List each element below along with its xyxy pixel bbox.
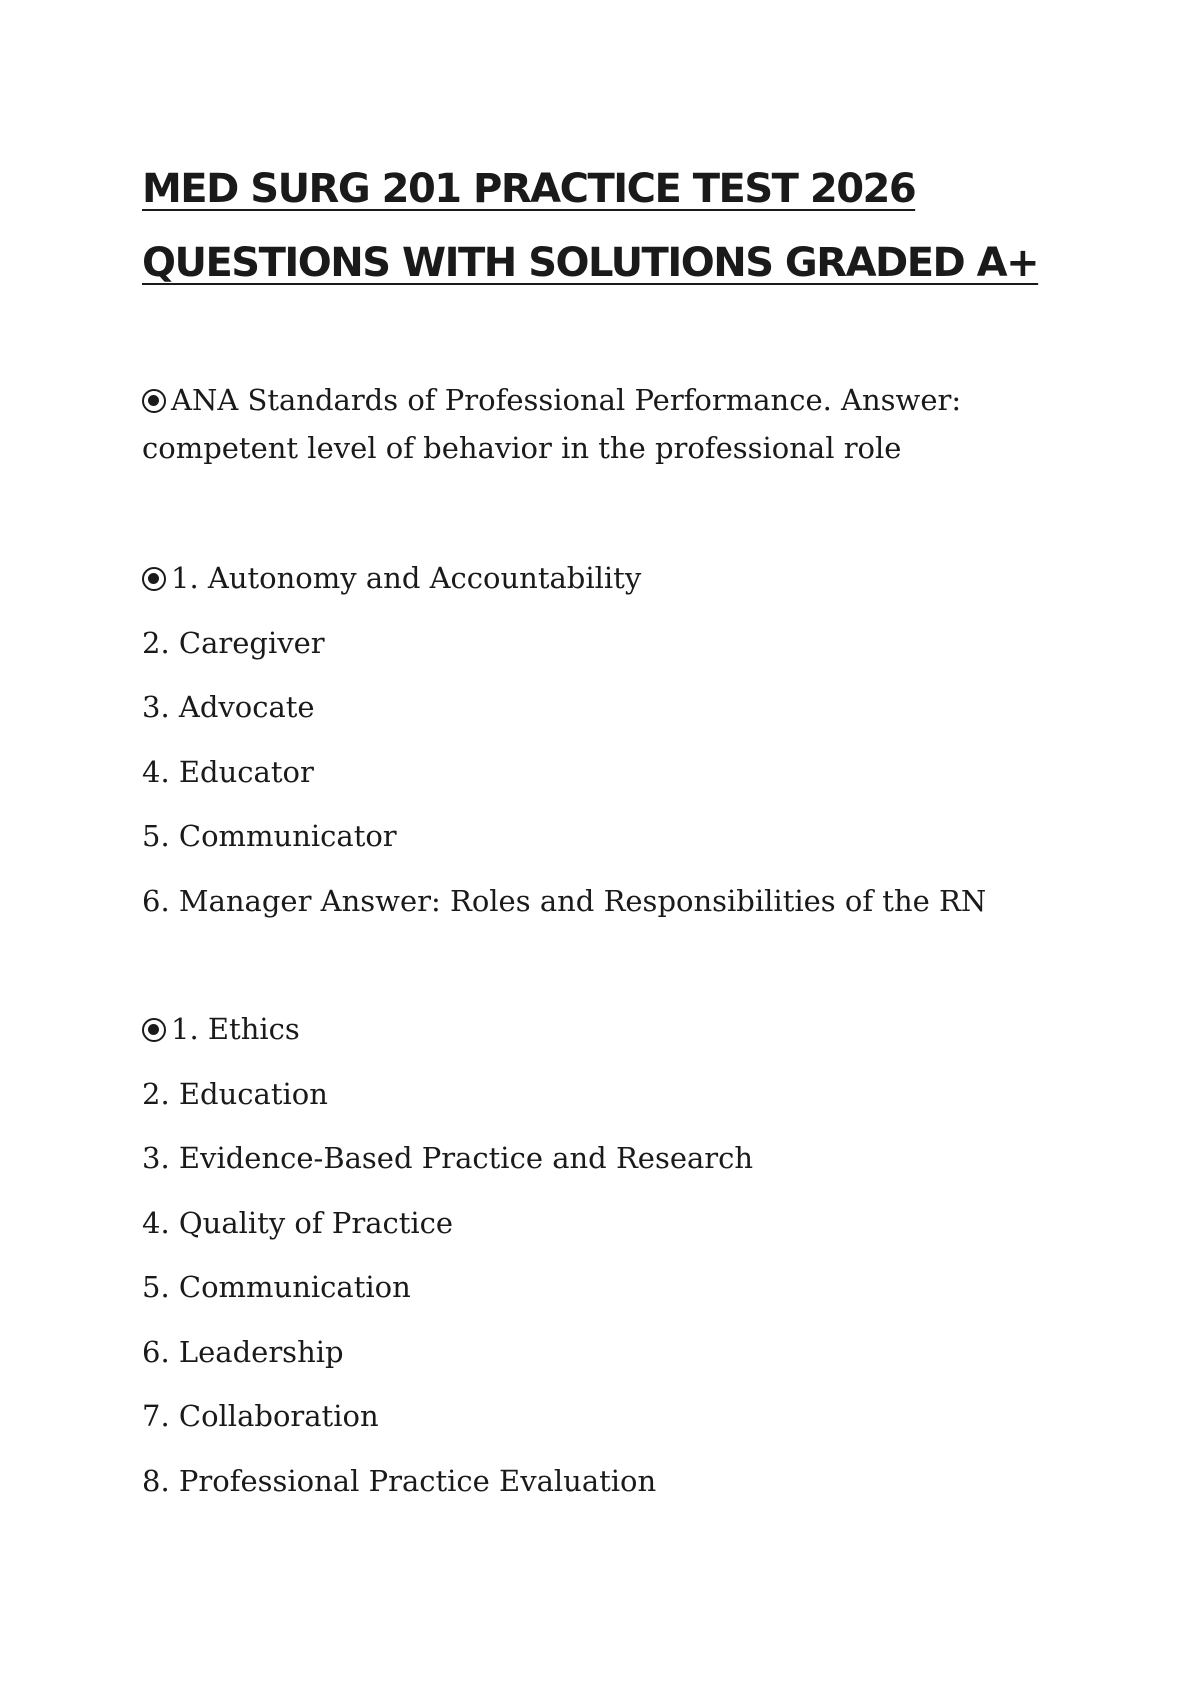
list-item: 3. Evidence-Based Practice and Research [142,1141,754,1175]
title-line-1 [142,152,1102,226]
radio-bullet-icon [142,567,166,591]
list-item-text: 1. Autonomy and Accountability [171,561,642,595]
flashcard-item-2 [142,554,1072,941]
list-item: 8. Professional Practice Evaluation [142,1463,657,1498]
list-item [142,1005,1072,1070]
radio-bullet-icon [142,389,166,413]
document-title [142,152,1102,300]
spacer [142,941,1072,1005]
flashcard-item-1 [142,376,1072,472]
list-item: 6. Manager Answer: Roles and Responsibilities of the RN [142,883,987,918]
list-item: 7. Collaboration [142,1399,379,1433]
spacer [142,472,1072,554]
title-line-2-text: QUESTIONS WITH SOLUTIONS GRADED A+ [142,240,1039,286]
list-item [142,554,1072,619]
radio-bullet-icon [142,1018,166,1042]
title-line-2 [142,226,1102,300]
list-item: 4. Educator [142,754,314,789]
list-item: 2. Caregiver [142,625,325,660]
document-content [142,376,1072,1521]
list-item: 4. Quality of Practice [142,1205,454,1240]
list-item: 6. Leadership [142,1334,344,1369]
list-item: 2. Education [142,1076,328,1111]
list-item: 3. Advocate [142,690,315,724]
flashcard-item-3 [142,1005,1072,1521]
title-line-1-text: MED SURG 201 PRACTICE TEST 2026 [142,166,916,212]
list-item-text: 1. Ethics [171,1012,300,1046]
list-item: 5. Communicator [142,819,397,853]
flashcard-item-1-text: ANA Standards of Professional Performance. Answer: competent level of behavior in the professional role [142,383,962,465]
list-item: 5. Communication [142,1270,411,1304]
